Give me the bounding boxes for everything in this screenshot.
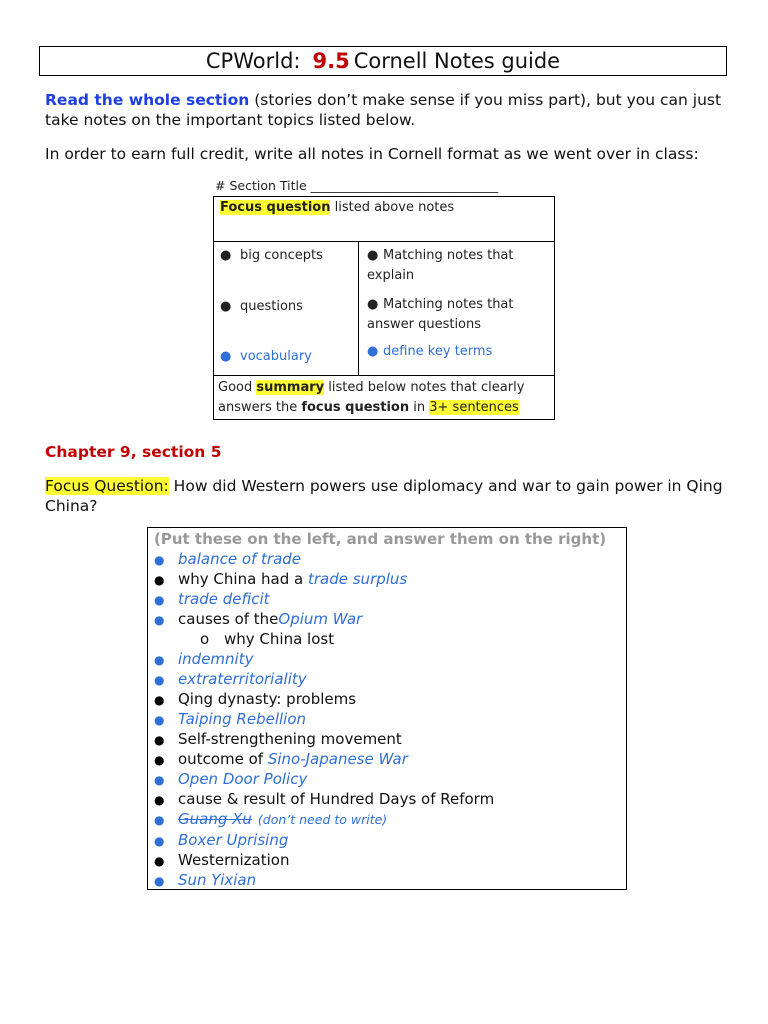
- title-prefix: CPWorld:: [205, 49, 301, 73]
- list-item: ● Self-strengthening movement: [154, 730, 402, 748]
- cornell-right-column: [359, 242, 554, 375]
- list-item: ● cause & result of Hundred Days of Reform: [154, 790, 495, 808]
- list-item: ● Open Door Policy: [154, 770, 308, 788]
- title-number: 9.5: [312, 49, 350, 73]
- cornell-diagram: [213, 196, 555, 420]
- focus-question-label: Focus Question:: [45, 477, 169, 495]
- intro-bold: Read the whole section: [45, 91, 250, 109]
- cornell-summary-row: Good summary listed below notes that clearly answers the focus question in 3+ sentences: [214, 375, 554, 419]
- page-title: [39, 46, 727, 76]
- sub-list-item: o why China lost: [200, 630, 335, 648]
- focus-question-text: How did Western powers use diplomacy and war to gain power in Qing China?: [45, 477, 723, 515]
- list-header: (Put these on the left, and answer them on the right): [154, 530, 607, 548]
- list-item: ● balance of trade: [154, 550, 302, 568]
- topic-list-box: [147, 527, 627, 890]
- list-item: ● why China had a trade surplus: [154, 570, 408, 588]
- list-item: ● extraterritoriality: [154, 670, 307, 688]
- focus-question-highlight: Focus question: [220, 200, 331, 215]
- left-item: ● big concepts: [220, 248, 323, 263]
- list-item: ● trade deficit: [154, 590, 270, 608]
- cornell-focus-row: [214, 197, 554, 242]
- section-title-line: # Section Title ______________________________: [215, 178, 499, 193]
- instruction-paragraph: In order to earn full credit, write all notes in Cornell format as we went over in class:: [45, 145, 699, 163]
- list-item: ● Boxer Uprising: [154, 831, 289, 849]
- list-item: ● outcome of Sino-Japanese War: [154, 750, 408, 768]
- list-item: ● Qing dynasty: problems: [154, 690, 357, 708]
- intro-paragraph: [45, 90, 735, 130]
- left-item: ● vocabulary: [220, 349, 312, 364]
- right-item: ● define key terms: [367, 344, 493, 359]
- focus-question: [45, 476, 725, 516]
- summary-highlight: summary: [256, 380, 325, 395]
- list-item: ● Westernization: [154, 851, 290, 869]
- list-item: ● Guang Xu (don’t need to write): [154, 810, 388, 828]
- right-item: ● Matching notes that explain: [367, 248, 514, 283]
- list-item: ● Sun Yixian: [154, 871, 257, 889]
- list-item: ● indemnity: [154, 650, 254, 668]
- cornell-left-column: [214, 242, 359, 375]
- list-item: ● causes of theOpium War: [154, 610, 363, 628]
- title-rest: Cornell Notes guide: [353, 49, 561, 73]
- chapter-heading: Chapter 9, section 5: [45, 443, 222, 461]
- left-item: ● questions: [220, 299, 303, 314]
- right-item: ● Matching notes that answer questions: [367, 297, 514, 332]
- sentences-highlight: 3+ sentences: [429, 400, 519, 415]
- focus-question-rest: listed above notes: [330, 200, 455, 215]
- list-item: ● Taiping Rebellion: [154, 710, 307, 728]
- intro-rest: (stories don’t make sense if you miss part), but you can just take notes on the important topics listed below.: [45, 91, 722, 129]
